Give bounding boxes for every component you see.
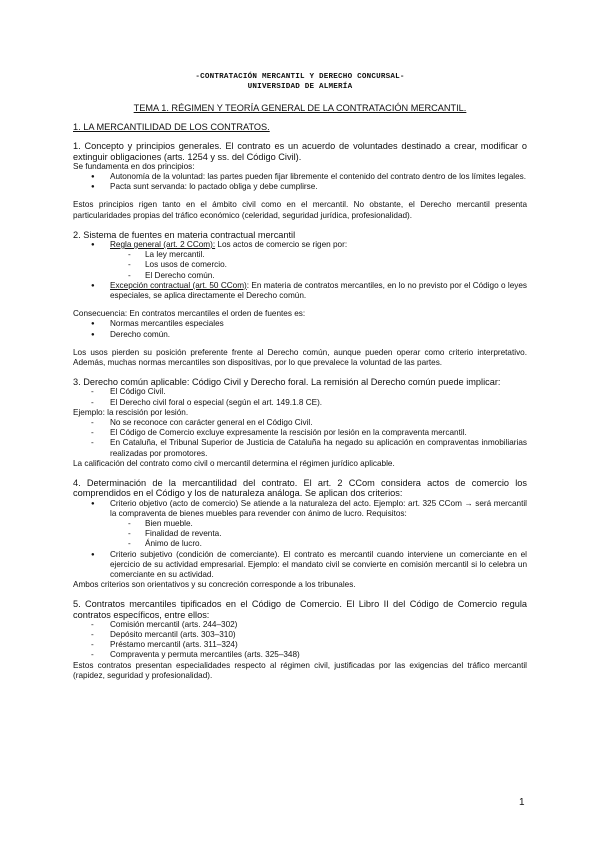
list-item: ● Pacta sunt servanda: lo pactado obliga y debe cumplirse. — [73, 182, 527, 192]
paragraph-especialidades: Estos contratos presentan especialidades respecto al régimen civil, justificadas por las exigencias del tráfico mercantil (rapidez, seguridad y profesionalidad). — [73, 660, 527, 680]
paragraph-calificacion: La calificación del contrato como civil o mercantil determina el régimen jurídico aplicable. — [73, 458, 395, 468]
university-name: UNIVERSIDAD DE ALMERÍA — [247, 83, 353, 91]
paragraph-concepto: 1. Concepto y principios generales. El contrato es un acuerdo de voluntades destinado a crear, modificar o extinguir obligaciones (arts. 1254 y ss. del Código Civil). — [73, 141, 527, 162]
list-item-regla-general — [73, 240, 527, 250]
requirements-list — [73, 519, 527, 550]
document-page — [73, 72, 527, 681]
list-item: - El Derecho civil foral o especial (según el art. 149.1.8 CE). — [73, 398, 527, 408]
contracts-list — [73, 620, 527, 661]
list-item: - No se reconoce con carácter general en el Código Civil. — [73, 418, 527, 428]
list-item: - La ley mercantil. — [73, 250, 527, 260]
criteria-list — [73, 499, 527, 519]
paragraph-derecho-comun: 3. Derecho común aplicable: Código Civil y Derecho foral. La remisión al Derecho común puede implicar: — [73, 377, 501, 388]
list-item: - Depósito mercantil (arts. 303–310) — [73, 630, 527, 640]
list-item: - Ánimo de lucro. — [73, 539, 527, 549]
regla-general-text: Los actos de comercio se rigen por: — [215, 240, 348, 250]
list-item: - Bien mueble. — [73, 519, 527, 529]
list-item-excepcion — [73, 281, 527, 301]
paragraph-ambito: Estos principios rigen tanto en el ámbito civil como en el mercantil. No obstante, el Derecho mercantil presenta particularidades propias del tráfico económico (celeridad, seguridad jurídica, profesionalidad). — [73, 200, 527, 220]
list-item: - En Cataluña, el Tribunal Superior de Justicia de Cataluña ha negado su aplicación en compraventas inmobiliarias realizadas por promotores. — [73, 438, 527, 458]
excepcion-label: Excepción contractual (art. 50 CCom) — [110, 280, 247, 290]
sources-list — [73, 240, 527, 250]
course-title: -CONTRATACIÓN MERCANTIL Y DERECHO CONCURSAL- — [195, 73, 405, 81]
subsection-fuentes-title: 2. Sistema de fuentes en materia contractual mercantil — [73, 229, 296, 240]
list-item: - Compraventa y permuta mercantiles (arts. 325–348) — [73, 650, 527, 660]
paragraph-principios-intro: Se fundamenta en dos principios: — [73, 161, 195, 171]
list-item: - Comisión mercantil (arts. 244–302) — [73, 620, 527, 630]
list-item: ● Derecho común. — [73, 330, 527, 340]
paragraph-ejemplo: Ejemplo: la rescisión por lesión. — [73, 407, 189, 417]
list-item-criterio-subjetivo: ● Criterio subjetivo (condición de comerciante). El contrato es mercantil cuando interviene un comerciante en el ejercicio de su actividad empresarial. Ejemplo: el mandato civil se convierte en comisión mercantil si lo celebra un comerciante en su actividad. — [73, 550, 527, 581]
paragraph-contratos-tipificados: 5. Contratos mercantiles tipificados en el Código de Comercio. El Libro II del Código de Comercio regula contratos específicos, entre ellos: — [73, 599, 527, 620]
list-item: - El Derecho común. — [73, 271, 527, 281]
example-list — [73, 418, 527, 459]
page-number: 1 — [519, 797, 525, 808]
paragraph-ambos-criterios: Ambos criterios son orientativos y su concreción corresponde a los tribunales. — [73, 580, 356, 590]
list-item: - Préstamo mercantil (arts. 311–324) — [73, 640, 527, 650]
list-item-criterio-objetivo: ● Criterio objetivo (acto de comercio) Se atiende a la naturaleza del acto. Ejemplo: art. 325 CCom → será mercantil la compraventa de bienes muebles para revender con ánimo de lucro. Requisitos: — [73, 499, 527, 519]
order-list — [73, 319, 527, 339]
list-item: - El Código Civil. — [73, 387, 527, 397]
excepcion-text: : En materia de contratos mercantiles, en lo no previsto por el Código o leyes especiales, se aplica directamente el Derecho común. — [110, 280, 527, 301]
chapter-title: TEMA 1. RÉGIMEN Y TEORÍA GENERAL DE LA CONTRATACIÓN MERCANTIL. — [133, 103, 467, 113]
list-item: ● Normas mercantiles especiales — [73, 319, 527, 329]
list-item: - Los usos de comercio. — [73, 260, 527, 270]
section-title: 1. LA MERCANTILIDAD DE LOS CONTRATOS. — [73, 122, 270, 133]
derecho-comun-list — [73, 387, 527, 407]
criteria-list-2 — [73, 550, 527, 581]
exception-list — [73, 281, 527, 301]
list-item: - Finalidad de reventa. — [73, 529, 527, 539]
paragraph-consecuencia: Consecuencia: En contratos mercantiles el orden de fuentes es: — [73, 309, 306, 319]
rule-items-list — [73, 250, 527, 281]
regla-general-label: Regla general (art. 2 CCom): — [110, 240, 216, 250]
list-item: - El Código de Comercio excluye expresamente la rescisión por lesión en la compraventa mercantil. — [73, 428, 527, 438]
paragraph-determinacion: 4. Determinación de la mercantilidad del contrato. El art. 2 CCom considera actos de comercio los comprendidos en el Código y los de naturaleza análoga. Se aplican dos criterios: — [73, 478, 527, 499]
paragraph-usos: Los usos pierden su posición preferente frente al Derecho común, aunque pueden operar como criterio interpretativo. Además, muchas normas mercantiles son dispositivas, por lo que prevalece la voluntad de las partes. — [73, 347, 527, 368]
list-item: ● Autonomía de la voluntad: las partes pueden fijar libremente el contenido del contrato dentro de los límites legales. — [73, 172, 527, 182]
principles-list — [73, 172, 527, 192]
